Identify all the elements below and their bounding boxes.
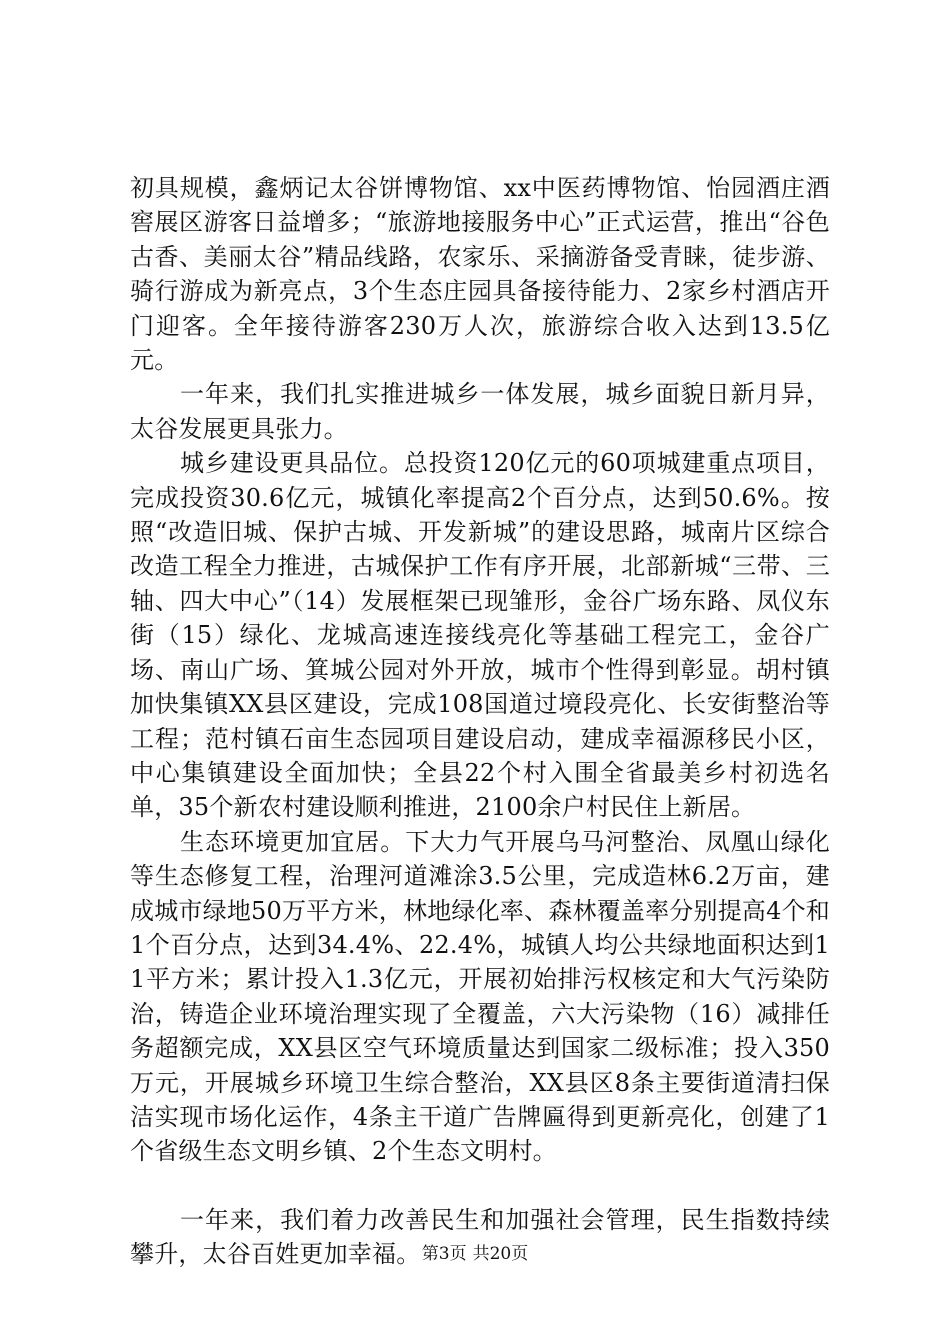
paragraph-tourism-continued: 初具规模，鑫炳记太谷饼博物馆、xx中医药博物馆、怡园酒庄酒窖展区游客日益增多；“旅游地接服务中心”正式运营，推出“谷色古香、美丽太谷”精品线路，农家乐、采摘游备受青睐，徒步游、骑行游成为新亮点，3个生态庄园具备接待能力、2家乡村酒店开门迎客。全年接待游客230万人次，旅游综合收入达到13.5亿元。 (130, 174, 830, 375)
page-number: 第3页 (421, 1244, 467, 1264)
paragraph-urban-construction: 城乡建设更具品位。总投资120亿元的60项城建重点项目，完成投资30.6亿元，城镇化率提高2个百分点，达到50.6%。按照“改造旧城、保护古城、开发新城”的建设思路，城南片区综合改造工程全力推进，古城保护工作有序开展，北部新城“三带、三轴、四大中心”（14）发展框架已现雏形，金谷广场东路、凤仪东街（15）绿化、龙城高速连接线亮化等基础工程完工，金谷广场、南山广场、箕城公园对外开放，城市个性得到彰显。胡村镇加快集镇XX县区建设，完成108国道过境段亮化、长安街整治等工程；范村镇石亩生态园项目建设启动，建成幸福源移民小区，中心集镇建设全面加快；全县22个村入围全省最美乡村初选名单，35个新农村建设顺利推进，2100余户村民住上新居。 (130, 449, 830, 822)
page-total: 共20页 (472, 1244, 529, 1264)
paragraph-livelihood-intro: 一年来，我们着力改善民生和加强社会管理，民生指数持续攀升，太谷百姓更加幸福。 (130, 1205, 830, 1269)
paragraph-ecological-environment: 生态环境更加宜居。下大力气开展乌马河整治、凤凰山绿化等生态修复工程，治理河道滩涂3.5公里，完成造林6.2万亩，建成城市绿地50万平方米，林地绿化率、森林覆盖率分别提高4个和1个百分点，达到34.4%、22.4%，城镇人均公共绿地面积达到11平方米；累计投入1.3亿元，开展初始排污权核定和大气污染防治，铸造企业环境治理实现了全覆盖，六大污染物（16）减排任务超额完成，XX县区空气环境质量达到国家二级标准；投入350万元，开展城乡环境卫生综合整治，XX县区8条主要街道清扫保洁实现市场化运作，4条主干道广告牌匾得到更新亮化，创建了1个省级生态文明乡镇、2个生态文明村。 (130, 827, 830, 1166)
document-body (130, 171, 830, 1272)
page-footer (0, 1243, 950, 1265)
paragraph-urban-rural-intro: 一年来，我们扎实推进城乡一体发展，城乡面貌日新月异，太谷发展更具张力。 (130, 380, 830, 443)
